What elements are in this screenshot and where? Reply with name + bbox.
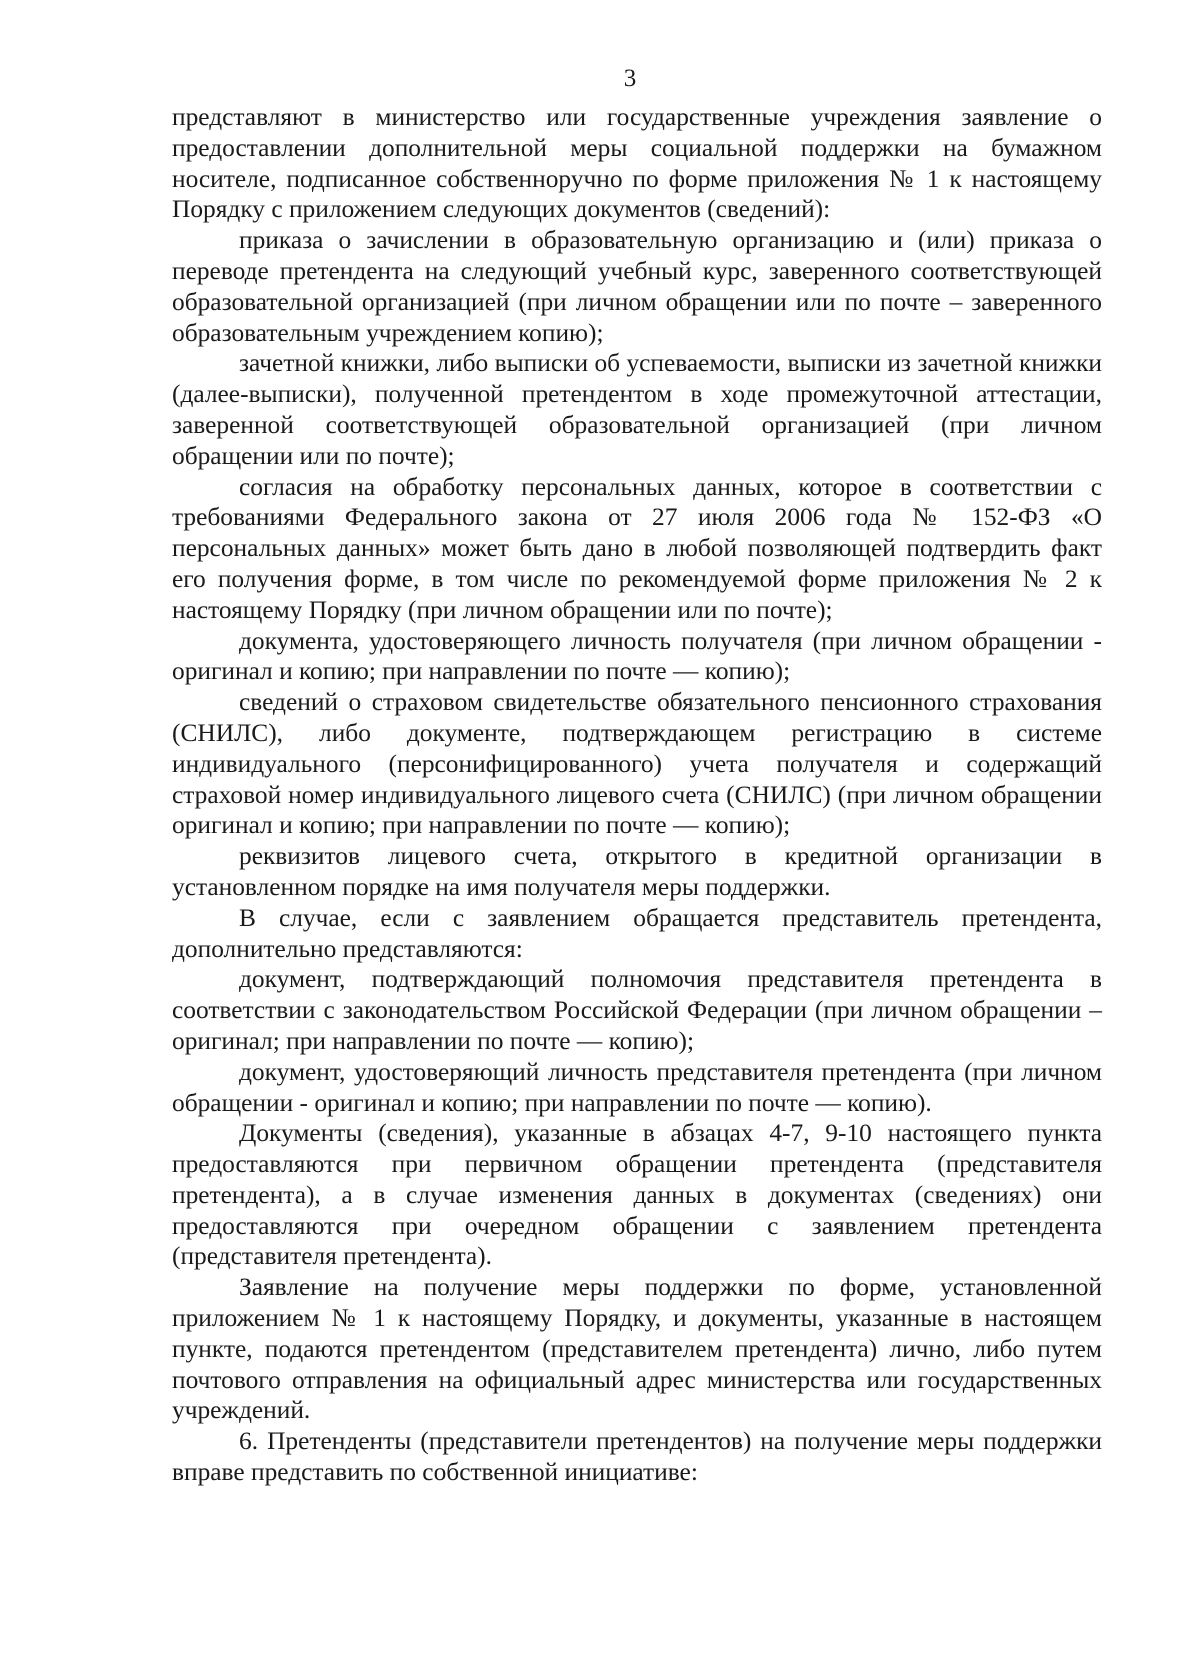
paragraph-representative-authority: документ, подтверждающий полномочия представителя претендента в соответствии с законодательством Российской Федерации (при личном обращении – оригинал; при направлении по почте — копию); bbox=[172, 965, 1102, 1055]
paragraph-identity-document: документа, удостоверяющего личность получателя (при личном обращении - оригинал и копию; при направлении по почте — копию); bbox=[172, 626, 1102, 686]
paragraph-representative-case: В случае, если с заявлением обращается представитель претендента, дополнительно представляются: bbox=[172, 903, 1102, 963]
paragraph-record-book: зачетной книжки, либо выписки об успеваемости, выписки из зачетной книжки (далее-выписки), полученной претендентом в ходе промежуточной аттестации, заверенной соответствующей образовательной организацией (при личном обращении или по почте); bbox=[172, 349, 1102, 470]
paragraph-enrollment-order: приказа о зачислении в образовательную организацию и (или) приказа о переводе претендента на следующий учебный курс, заверенного соответствующей образовательной организацией (при личном обращении или по почте – заверенного образовательным учреждением копию); bbox=[172, 226, 1102, 347]
document-body bbox=[172, 102, 1102, 1488]
paragraph-application-delivery: Заявление на получение меры поддержки по форме, установленной приложением № 1 к настоящему Порядку, и документы, указанные в настоящем пункте, подаются претендентом (представителем претендента) лично, либо путем почтового отправления на официальный адрес министерства или государственных учреждений. bbox=[172, 1273, 1102, 1425]
paragraph-snils: сведений о страховом свидетельстве обязательного пенсионного страхования (СНИЛС), либо документе, подтверждающем регистрацию в системе индивидуального (персонифицированного) учета получателя и содержащий страховой номер индивидуального лицевого счета (СНИЛС) (при личном обращении оригинал и копию; при направлении по почте — копию); bbox=[172, 688, 1102, 840]
paragraph-personal-data-consent: согласия на обработку персональных данных, которое в соответствии с требованиями Федерального закона от 27 июля 2006 года № 152-ФЗ «О персональных данных» может быть дано в любой позволяющей подтвердить факт его получения форме, в том числе по рекомендуемой форме приложения № 2 к настоящему Порядку (при личном обращении или по почте); bbox=[172, 472, 1102, 624]
paragraph-continuation: представляют в министерство или государственные учреждения заявление о предоставлении дополнительной меры социальной поддержки на бумажном носителе, подписанное собственноручно по форме приложения № 1 к настоящему Порядку с приложением следующих документов (сведений): bbox=[172, 103, 1102, 224]
paragraph-item-6: 6. Претенденты (представители претендентов) на получение меры поддержки вправе представить по собственной инициативе: bbox=[172, 1427, 1102, 1487]
page-number: 3 bbox=[623, 65, 637, 92]
paragraph-representative-identity: документ, удостоверяющий личность представителя претендента (при личном обращении - оригинал и копию; при направлении по почте — копию). bbox=[172, 1057, 1102, 1117]
paragraph-documents-submission: Документы (сведения), указанные в абзацах 4-7, 9-10 настоящего пункта предоставляются при первичном обращении претендента (представителя претендента), а в случае изменения данных в документах (сведениях) они предоставляются при очередном обращении с заявлением претендента (представителя претендента). bbox=[172, 1119, 1102, 1271]
paragraph-bank-account: реквизитов лицевого счета, открытого в кредитной организации в установленном порядке на имя получателя меры поддержки. bbox=[172, 842, 1102, 901]
